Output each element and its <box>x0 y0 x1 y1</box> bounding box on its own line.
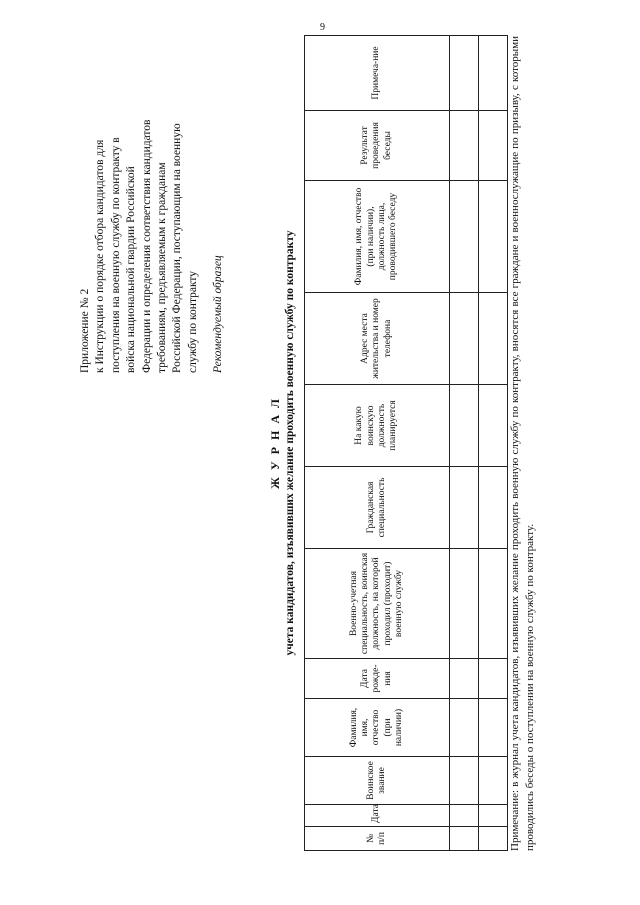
appendix-line: службу по контракту <box>186 270 199 373</box>
table-cell <box>479 699 508 757</box>
table-cell <box>450 549 479 659</box>
table-cell <box>479 181 508 293</box>
table-cell <box>479 757 508 805</box>
table-cell <box>479 549 508 659</box>
header-cell: Результат проведения беседы <box>305 111 450 181</box>
header-cell: Гражданская специальность <box>305 467 450 549</box>
header-cell: Дата рожде-ния <box>305 659 450 699</box>
table-cell <box>450 805 479 827</box>
appendix-title: Приложение № 2 <box>79 288 91 373</box>
header-cell: Военно-учетная специальность, воинская должность, на которой проходил (проходит) военную службу <box>305 549 450 659</box>
appendix-line: к Инструкции о порядке отбора кандидатов для <box>94 139 107 373</box>
header-cell: Фамилия, имя, отчество (при наличии), должность лица, проводившего беседу <box>305 181 450 293</box>
header-cell: Примеча-ние <box>305 36 450 111</box>
table-cell <box>479 805 508 827</box>
table-header-row <box>305 36 450 851</box>
appendix-line: войска национальной гвардии Российской <box>125 166 138 373</box>
table-cell <box>450 659 479 699</box>
appendix-line: требованиям, предъявляемым к гражданам <box>156 162 169 373</box>
table-cell <box>450 111 479 181</box>
table-cell <box>479 111 508 181</box>
table-cell <box>479 36 508 111</box>
table-cell <box>479 467 508 549</box>
page-number: 9 <box>320 22 325 33</box>
appendix-line: Федерации и определения соответствия кандидатов <box>140 119 153 373</box>
table-cell <box>479 659 508 699</box>
table-cell <box>479 293 508 385</box>
candidates-log-table <box>304 35 508 851</box>
appendix-line: поступления на военную службу по контракту в <box>109 137 122 373</box>
rotated-page-content <box>60 8 590 878</box>
appendix-line: Российской Федерации, поступающим на военную <box>171 123 184 373</box>
table-cell <box>450 293 479 385</box>
table-cell <box>450 827 479 851</box>
table-cell <box>450 385 479 467</box>
recommended-sample-label: Рекомендуемый образец <box>212 255 225 373</box>
table-footnote: Примечание: в журнал учета кандидатов, изъявивших желание проходить военную службу по контракту, вносятся все граждане и военнослужащие по призыву, с которыми проводились беседы о поступлении на военную службу по контракту. <box>509 36 536 851</box>
header-cell: Дата <box>305 805 450 827</box>
table-row <box>479 36 508 851</box>
header-cell: На какую воинскую должность планируется <box>305 385 450 467</box>
table-cell <box>450 699 479 757</box>
appendix-block <box>78 43 227 373</box>
table-cell <box>450 181 479 293</box>
header-cell: Фамилия, имя, отчество (при наличии) <box>305 699 450 757</box>
journal-subtitle: учета кандидатов, изъявивших желание проходить военную службу по контракту <box>284 230 296 656</box>
header-cell: № п/п <box>305 827 450 851</box>
table-cell <box>450 36 479 111</box>
table-cell <box>450 467 479 549</box>
table-cell <box>479 385 508 467</box>
header-cell: Воинское звание <box>305 757 450 805</box>
table-cell <box>450 757 479 805</box>
table-row <box>450 36 479 851</box>
journal-title: Ж У Р Н А Л <box>268 397 282 489</box>
table-cell <box>479 827 508 851</box>
header-cell: Адрес места жительства и номер телефона <box>305 293 450 385</box>
